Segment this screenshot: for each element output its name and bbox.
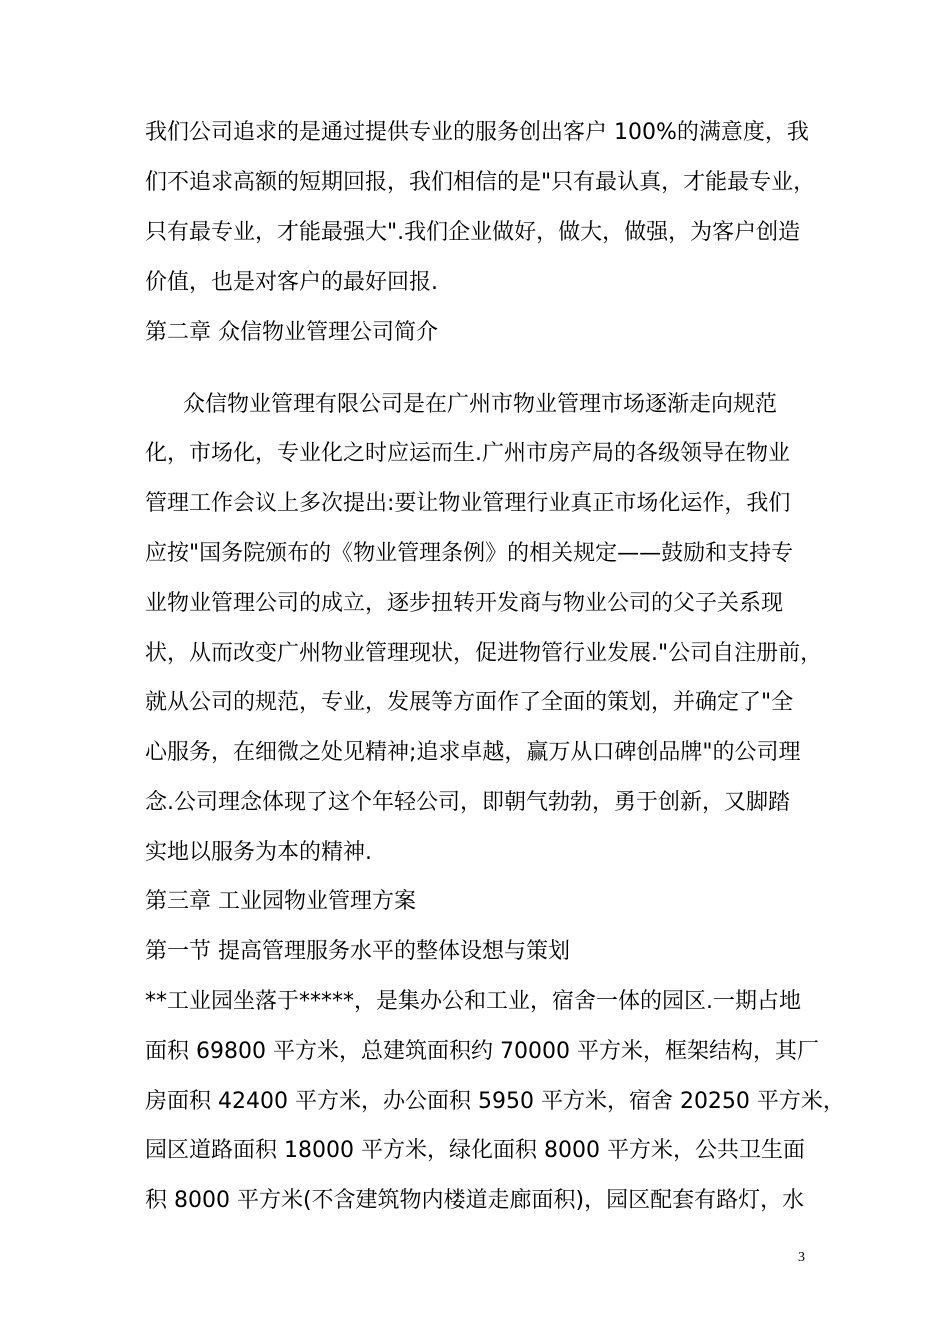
text-line: 状，从而改变广州物业管理现状，促进物管行业发展."公司自注册前， [145,641,823,666]
text-line: 们不追求高额的短期回报，我们相信的是"只有最认真，才能最专业， [145,170,816,195]
text-line: 实地以服务为本的精神. [145,840,372,865]
text-line: 只有最专业，才能最强大".我们企业做好，做大，做强，为客户创造 [145,220,801,245]
text-line: 化，市场化，专业化之时应运而生.广州市房产局的各级领导在物业 [145,441,790,466]
chapter-heading: 第三章 工业园物业管理方案 [145,889,416,914]
text-line: 就从公司的规范，专业，发展等方面作了全面的策划，并确定了"全 [145,690,794,715]
text-line: 我们公司追求的是通过提供专业的服务创出客户 100%的满意度，我 [145,120,809,145]
chapter-heading: 第二章 众信物业管理公司简介 [145,320,438,345]
text-line: 园区道路面积 18000 平方米，绿化面积 8000 平方米，公共卫生面 [145,1138,805,1163]
text-line: 心服务，在细微之处见精神;追求卓越，赢万从口碑创品牌"的公司理 [145,740,801,765]
text-line: 业物业管理公司的成立，逐步扭转开发商与物业公司的父子关系现 [145,591,784,616]
text-line: 面积 69800 平方米，总建筑面积约 70000 平方米，框架结构，其厂 [145,1039,819,1064]
text-line: 房面积 42400 平方米，办公面积 5950 平方米，宿舍 20250 平方米， [145,1089,845,1114]
text-line: **工业园坐落于*****，是集办公和工业，宿舍一体的园区.一期占地 [145,989,801,1014]
text-line: 价值，也是对客户的最好回报. [145,270,438,295]
page-number: 3 [798,1250,805,1265]
text-line: 应按"国务院颁布的《物业管理条例》的相关规定——鼓励和支持专 [145,541,794,566]
paragraph-first-line: 众信物业管理有限公司是在广州市物业管理市场逐渐走向规范 [183,392,778,417]
text-line: 积 8000 平方米(不含建筑物内楼道走廊面积)，园区配套有路灯，水 [145,1188,805,1213]
section-heading: 第一节 提高管理服务水平的整体设想与策划 [145,939,570,964]
text-line: 念.公司理念体现了这个年轻公司，即朝气勃勃，勇于创新，又脚踏 [145,790,790,815]
text-line: 管理工作会议上多次提出:要让物业管理行业真正市场化运作，我们 [145,491,791,516]
